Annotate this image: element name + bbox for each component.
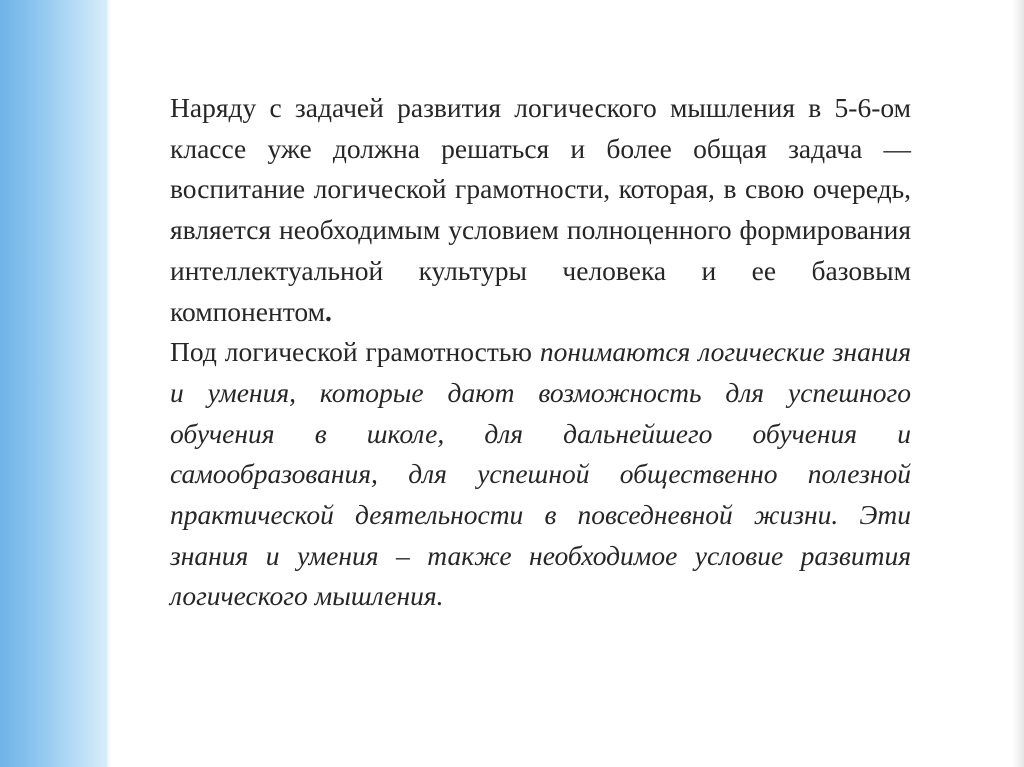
left-bar-edge <box>107 0 111 767</box>
left-blue-gradient-bar <box>0 0 107 767</box>
paragraph-logical-literacy-task <box>170 88 911 332</box>
paragraph-2-lead: Под логической грамотностью <box>170 336 540 368</box>
paragraph-1-text: Наряду с задачей развития логического мышления в 5-6-ом классе уже должна решаться и более общая задача — воспитание логической грамотности, которая, в свою очередь, является необходимым условием полноценного формирования интеллектуальной культуры человека и ее базовым компонентом <box>170 92 911 327</box>
paragraph-logical-literacy-definition <box>170 332 911 617</box>
paragraph-2-italic-text: понимаются логические знания и умения, которые дают возможность для успешного обучения в школе, для дальнейшего обучения и самообразования, для успешной общественно полезной практической деятельности в повседневной жизни. Эти знания и умения – также необходимое условие развития логического мышления. <box>170 336 911 612</box>
slide-text-block <box>170 88 911 617</box>
paragraph-1-end-mark: . <box>324 295 332 327</box>
right-shadow-edge <box>1012 0 1024 767</box>
